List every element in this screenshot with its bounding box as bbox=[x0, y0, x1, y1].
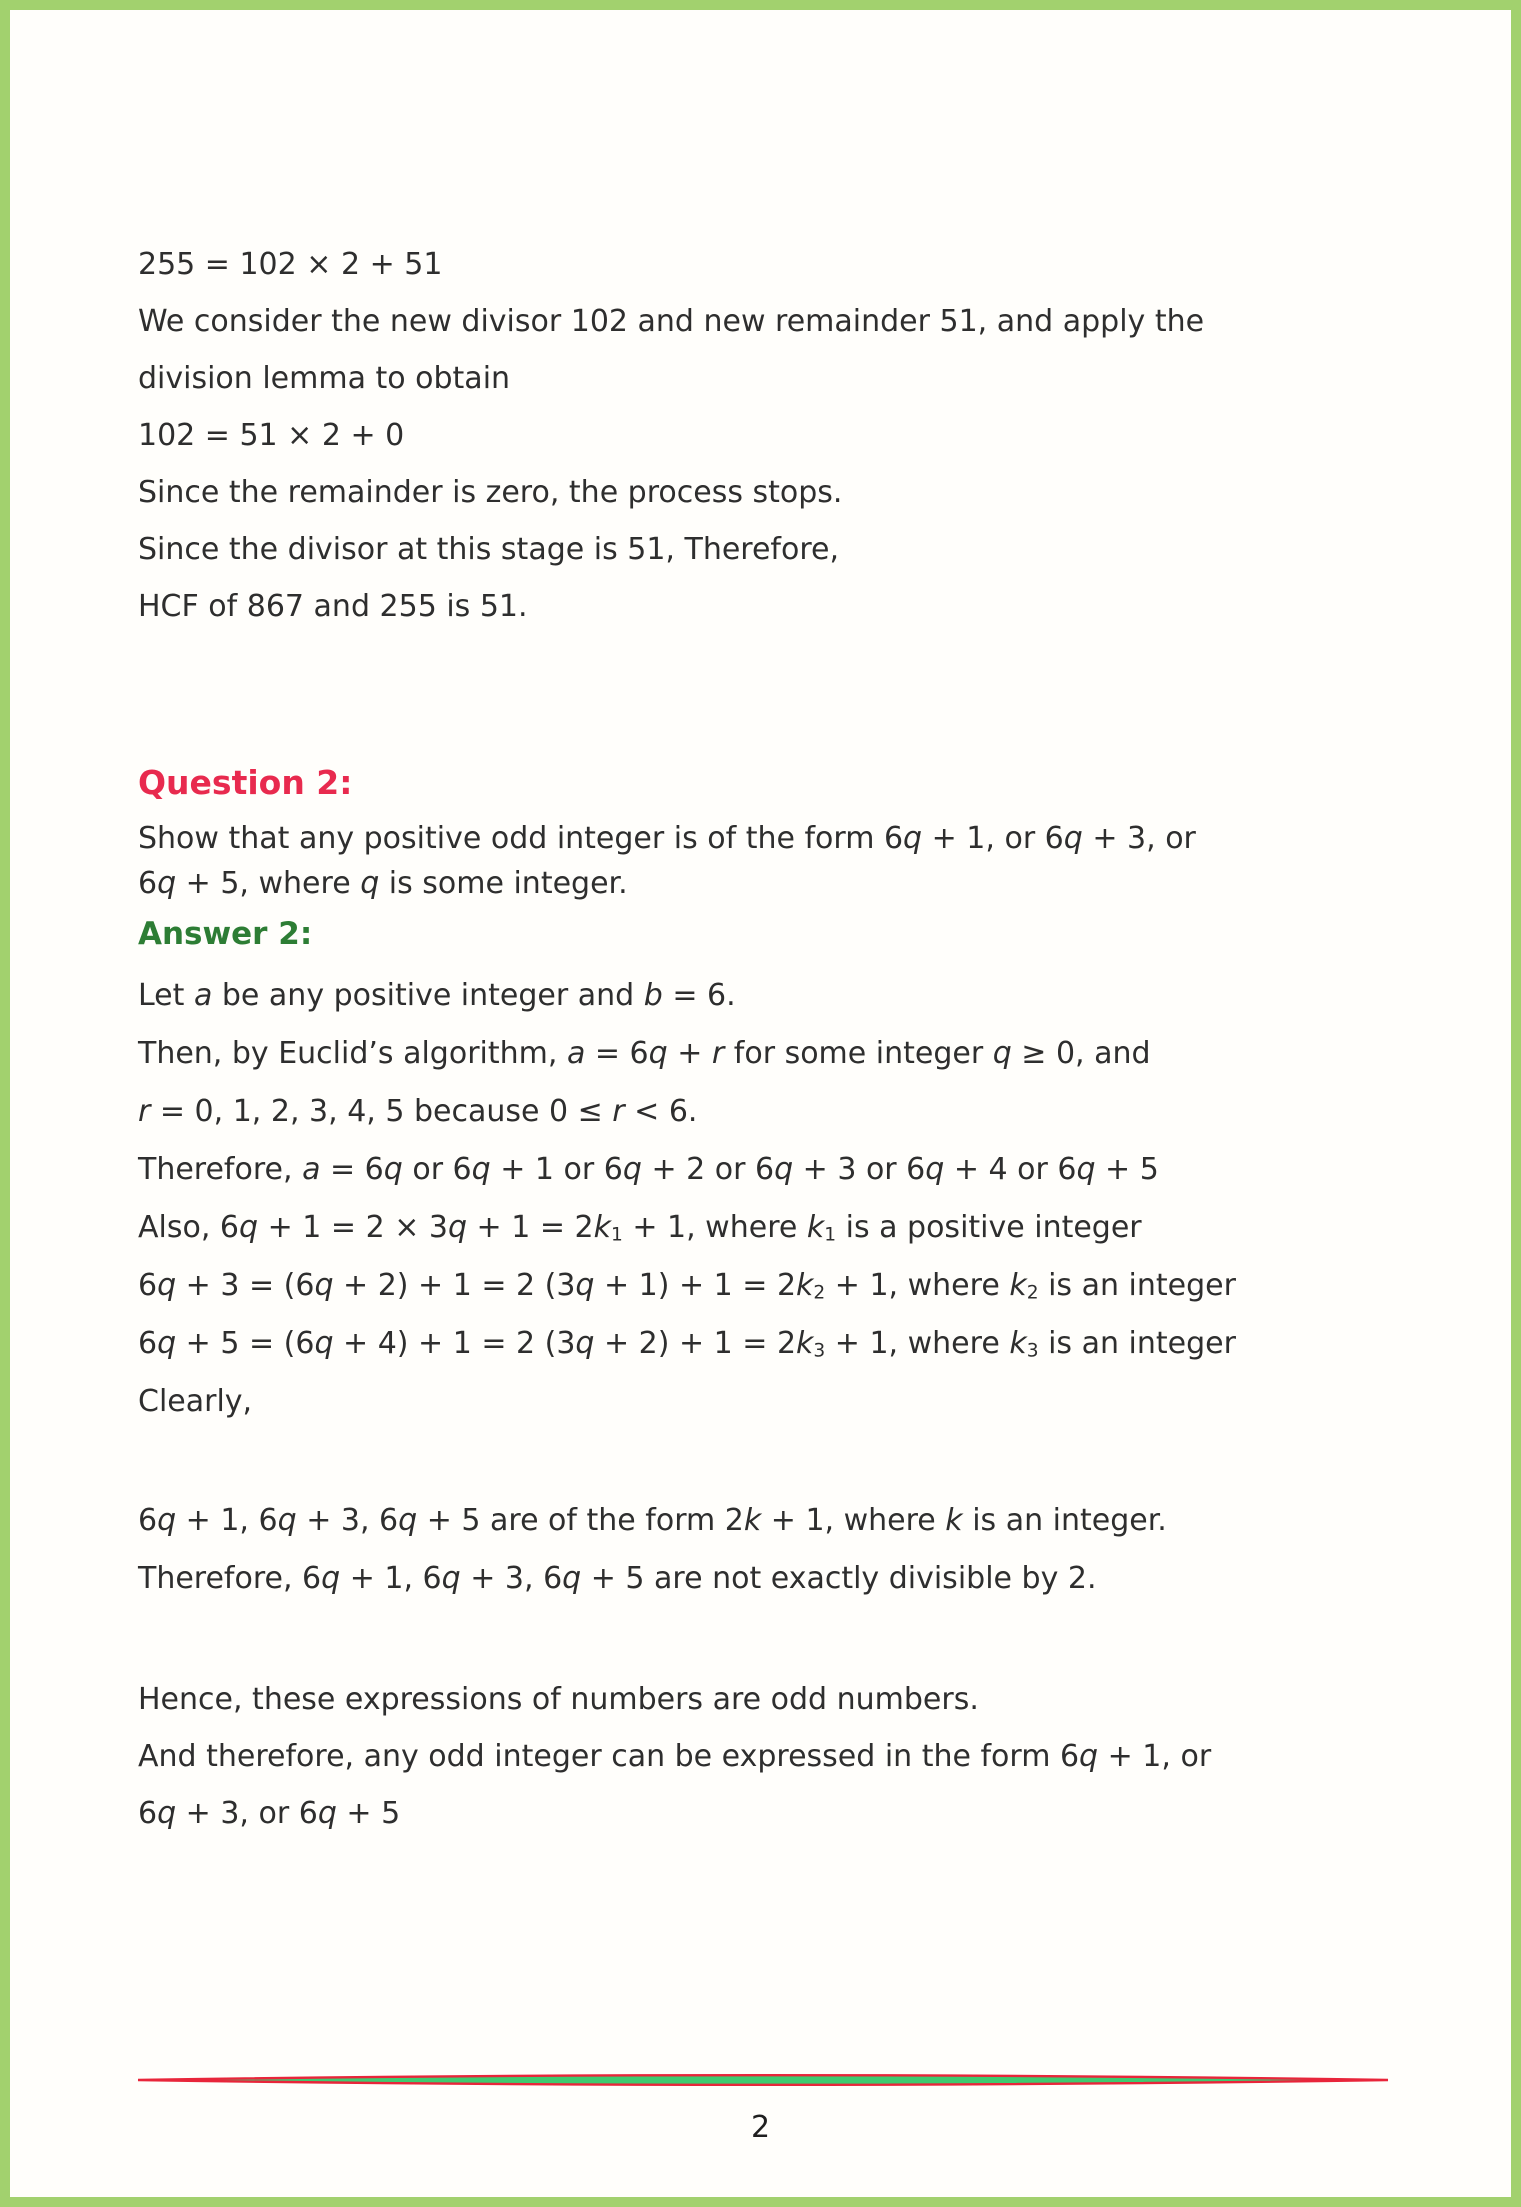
answer-2-form-statement bbox=[138, 1492, 1411, 1608]
text-line: 6q + 3, or 6q + 5 bbox=[138, 1796, 401, 1831]
text-line: Then, by Euclid’s algorithm, a = 6q + r for some integer q ≥ 0, and bbox=[138, 1036, 1151, 1071]
text-line: Therefore, 6q + 1, 6q + 3, 6q + 5 are not exactly divisible by 2. bbox=[138, 1561, 1097, 1596]
question-2-heading: Question 2: bbox=[138, 763, 353, 802]
text-line: 6q + 3 = (6q + 2) + 1 = 2 $(3q + 1) + 1 = 2k_2 + 1$, where $k_2$ is an integer bbox=[138, 1268, 1236, 1304]
text-line: Therefore, a = 6q or 6q + 1 or 6q + 2 or 6q + 3 or 6q + 4 or 6q + 5 bbox=[138, 1152, 1159, 1187]
question-2-text bbox=[138, 816, 1411, 906]
question-2-section bbox=[138, 762, 1411, 804]
text-line: We consider the new divisor 102 and new remainder 51, and apply the bbox=[138, 304, 1205, 339]
text-line: Also, $6q + 1 = 2 \times 3q + 1 = 2k_1 + 1$, where $k_1$ is a positive integer bbox=[138, 1210, 1142, 1246]
text-line: Hence, these expressions of numbers are odd numbers. bbox=[138, 1682, 979, 1717]
text-line: And therefore, any odd integer can be expressed in the form 6q + 1, or bbox=[138, 1739, 1212, 1774]
text-line: Clearly, bbox=[138, 1384, 253, 1419]
hcf-conclusion-section bbox=[138, 236, 1411, 635]
text-line: division lemma to obtain bbox=[138, 361, 511, 396]
text-line: 6q + 1, 6q + 3, 6q + 5 are of the form 2k + 1, where k is an integer. bbox=[138, 1503, 1167, 1538]
text-line: HCF of 867 and 255 is 51. bbox=[138, 589, 528, 624]
text-line: Let a be any positive integer and b = 6. bbox=[138, 978, 736, 1013]
answer-2-section bbox=[138, 914, 1411, 954]
text-line: Since the remainder is zero, the process stops. bbox=[138, 475, 843, 510]
text-line: Since the divisor at this stage is 51, Therefore, bbox=[138, 532, 840, 567]
page-number: 2 bbox=[750, 2110, 771, 2145]
text-line: r = 0, 1, 2, 3, 4, 5 because 0 ≤ r < 6. bbox=[138, 1094, 698, 1129]
text-line: 255 = 102 × 2 + 51 bbox=[138, 247, 443, 282]
text-line: 6q + 5 = (6q + 4) + 1 = 2 $(3q + 2) + 1 = 2k_3 + 1$, where $k_3$ is an integer bbox=[138, 1326, 1236, 1362]
decorative-divider-icon bbox=[136, 2071, 1390, 2089]
answer-2-heading: Answer 2: bbox=[138, 916, 313, 952]
answer-2-derivation bbox=[138, 967, 1411, 1431]
text-line: 6q + 5, where q is some integer. bbox=[138, 866, 628, 901]
answer-2-conclusion bbox=[138, 1671, 1411, 1842]
text-line: 102 = 51 × 2 + 0 bbox=[138, 418, 405, 453]
text-line: Show that any positive odd integer is of the form 6q + 1, or 6q + 3, or bbox=[138, 821, 1196, 856]
